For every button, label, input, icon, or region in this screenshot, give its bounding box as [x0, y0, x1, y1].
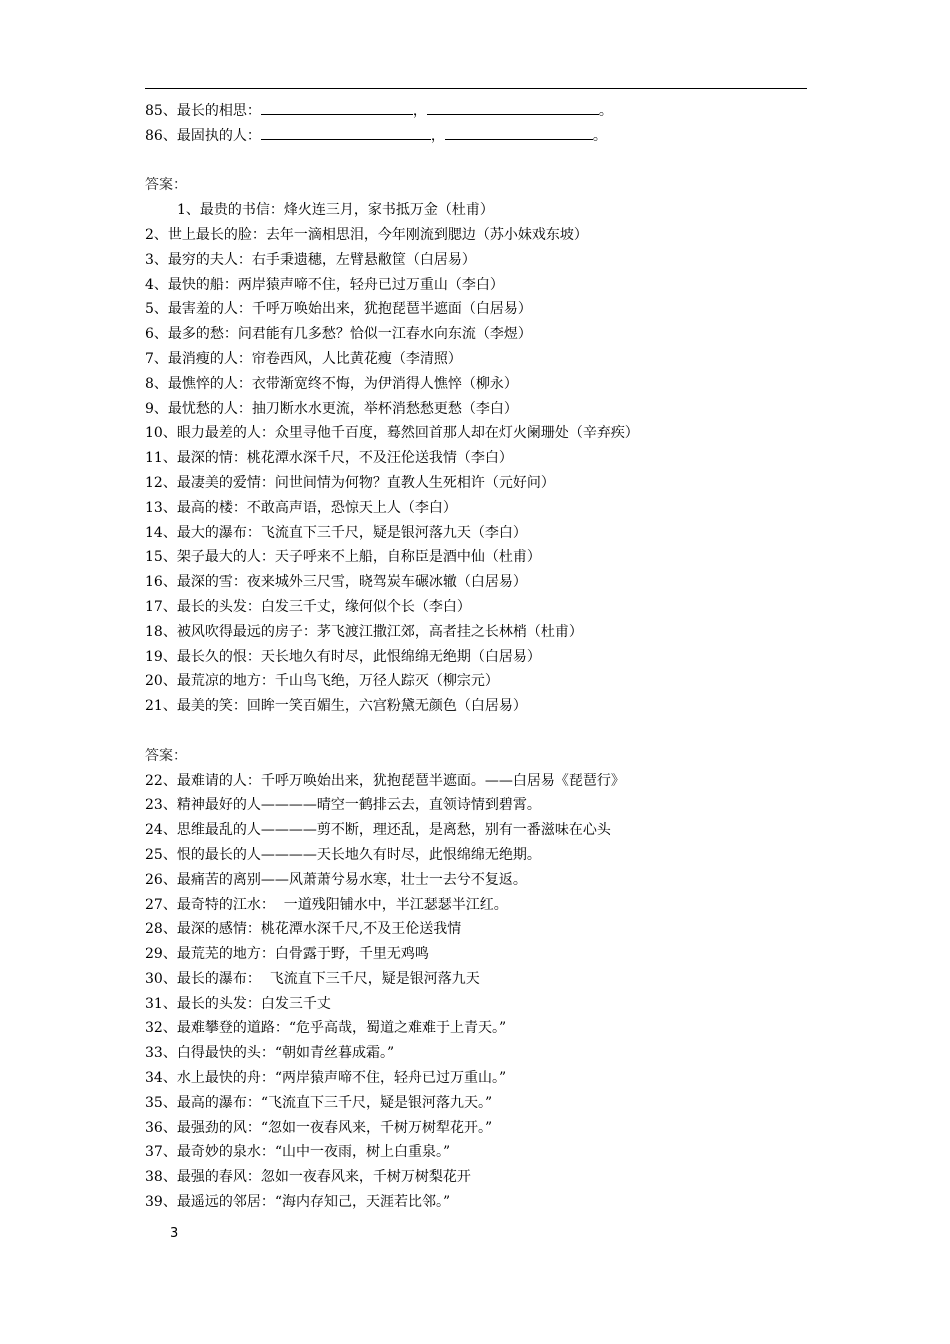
- answer-item: 28、最深的感情：桃花潭水深千尺,不及王伦送我情: [145, 921, 462, 938]
- answer-item: 7、最消瘦的人：帘卷西风，人比黄花瘦（李清照）: [145, 350, 462, 367]
- answer-item: 6、最多的愁：问君能有几多愁？恰似一江春水向东流（李煜）: [145, 326, 532, 343]
- question-end: 。: [598, 103, 613, 119]
- answer-item: 16、最深的雪：夜来城外三尺雪，晓驾炭车碾冰辙（白居易）: [145, 574, 527, 591]
- question-separator: ，: [412, 103, 427, 119]
- answer-item: 10、眼力最差的人：众里寻他千百度，蓦然回首那人却在灯火阑珊处（辛弃疾）: [145, 425, 639, 442]
- answer-item: 4、最快的船：两岸猿声啼不住，轻舟已过万重山（李白）: [145, 276, 504, 293]
- answer-blank[interactable]: [261, 100, 413, 115]
- answer-item: 12、最凄美的爱情：问世间情为何物？直教人生死相许（元好问）: [145, 474, 555, 491]
- answer-item: 26、最痛苦的离别——风萧萧兮易水寒，壮士一去兮不复返。: [145, 871, 527, 888]
- answer-item: 9、最忧愁的人：抽刀断水水更流，举杯消愁愁更愁（李白）: [145, 400, 518, 417]
- question-prefix: 86、最固执的人：: [145, 127, 261, 144]
- answer-item: 17、最长的头发：白发三千丈，缘何似个长（李白）: [145, 598, 471, 615]
- answer-item: 34、水上最快的舟：“两岸猿声啼不住，轻舟已过万重山。”: [145, 1070, 507, 1087]
- question-separator: ，: [430, 127, 445, 144]
- answer-item: 19、最长久的恨：天长地久有时尽，此恨绵绵无绝期（白居易）: [145, 648, 541, 665]
- answer-item: 22、最难请的人：千呼万唤始出来，犹抱琵琶半遮面。——白居易《琵琶行》: [145, 772, 625, 789]
- answer-item: 35、最高的瀑布：“飞流直下三千尺，疑是银河落九天。”: [145, 1094, 493, 1111]
- question-86: [145, 124, 825, 149]
- question-85: [145, 99, 825, 124]
- answer-blank[interactable]: [445, 125, 593, 140]
- answer-item: 25、恨的最长的人————天长地久有时尽，此恨绵绵无绝期。: [145, 846, 541, 863]
- answer-item: 38、最强的春风：忽如一夜春风来，千树万树梨花开: [145, 1169, 471, 1186]
- answer-item: 24、思维最乱的人————剪不断，理还乱，是离愁，别有一番滋味在心头: [145, 822, 611, 839]
- answer-item: 29、最荒芜的地方：白骨露于野，千里无鸡鸣: [145, 946, 429, 963]
- answer-item: 21、最美的笑：回眸一笑百媚生，六宫粉黛无颜色（白居易）: [145, 698, 527, 715]
- answer-item: 30、最长的瀑布： 飞流直下三千尺，疑是银河落九天: [145, 970, 480, 987]
- spacer: [145, 149, 825, 174]
- answer-item: 15、架子最大的人：天子呼来不上船，自称臣是酒中仙（杜甫）: [145, 549, 541, 566]
- header-rule: [145, 88, 807, 89]
- answer-item: 37、最奇妙的泉水：“山中一夜雨，树上白重泉。”: [145, 1144, 451, 1161]
- answers-heading: 答案：: [145, 177, 187, 194]
- answer-item: 3、最穷的夫人：右手秉遗穗，左臂悬敝筐（白居易）: [145, 251, 476, 268]
- page-number: 3: [170, 1226, 179, 1241]
- answer-item: 5、最害羞的人：千呼万唤始出来，犹抱琵琶半遮面（白居易）: [145, 301, 532, 318]
- answer-item: 20、最荒凉的地方：千山鸟飞绝，万径人踪灭（柳宗元）: [145, 673, 499, 690]
- answer-item: 39、最遥远的邻居：“海内存知己，天涯若比邻。”: [145, 1194, 451, 1211]
- answer-blank[interactable]: [427, 100, 599, 115]
- answer-item: 33、白得最快的头：“朝如青丝暮成霜。”: [145, 1045, 395, 1062]
- answer-item: 13、最高的楼：不敢高声语，恐惊天上人（李白）: [145, 499, 457, 516]
- answer-item: 1、最贵的书信：烽火连三月，家书抵万金（杜甫）: [177, 202, 494, 219]
- answer-item: 8、最憔悴的人：衣带渐宽终不悔，为伊消得人憔悴（柳永）: [145, 375, 518, 392]
- answer-item: 18、被风吹得最远的房子：茅飞渡江撒江郊，高者挂之长林梢（杜甫）: [145, 623, 583, 640]
- question-prefix: 85、最长的相思：: [145, 103, 261, 119]
- question-end: 。: [592, 127, 607, 144]
- answer-item: 36、最强劲的风：“忽如一夜春风来，千树万树犁花开。”: [145, 1119, 493, 1136]
- answer-item: 32、最难攀登的道路：“危乎高哉，蜀道之难难于上青天。”: [145, 1020, 507, 1037]
- spacer: [145, 719, 825, 744]
- answers-heading: 答案：: [145, 747, 187, 764]
- answer-item: 31、最长的头发：白发三千丈: [145, 995, 331, 1012]
- answer-item: 2、世上最长的脸：去年一滴相思泪，今年刚流到腮边（苏小妹戏东坡）: [145, 226, 588, 243]
- answer-list-1: [145, 198, 825, 719]
- answer-item: 23、精神最好的人————晴空一鹤排云去，直领诗情到碧霄。: [145, 797, 541, 814]
- answer-item: 11、最深的情：桃花潭水深千尺，不及汪伦送我情（李白）: [145, 450, 513, 467]
- answer-blank[interactable]: [261, 125, 431, 140]
- answer-item: 14、最大的瀑布：飞流直下三千尺，疑是银河落九天（李白）: [145, 524, 527, 541]
- answer-item: 27、最奇特的江水： 一道残阳铺水中，半江瑟瑟半江红。: [145, 896, 508, 913]
- page-content: [145, 99, 825, 1215]
- answer-list-2: [145, 769, 825, 1215]
